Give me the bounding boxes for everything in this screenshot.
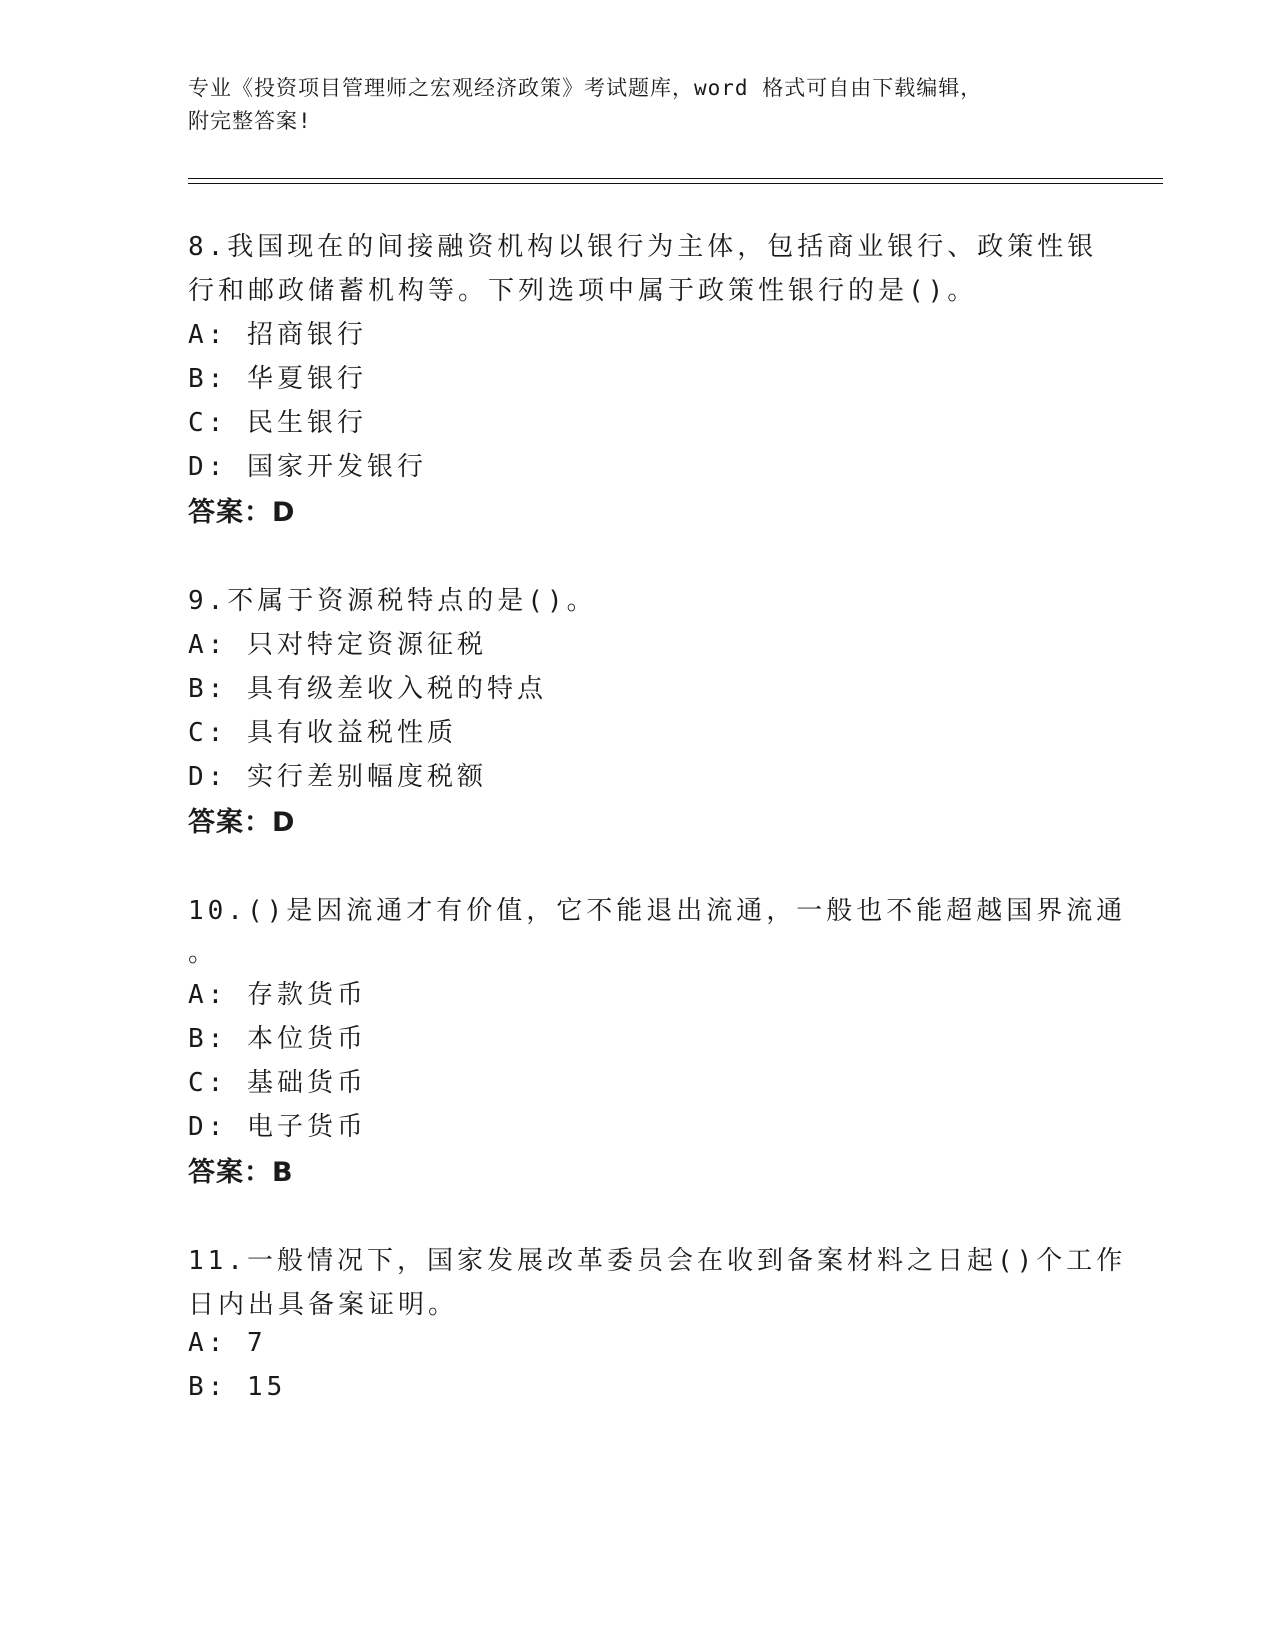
- question-stem: 日内出具备案证明。: [188, 1290, 459, 1320]
- option-c: C: 具有收益税性质: [188, 718, 457, 748]
- option-a: A: 存款货币: [188, 980, 367, 1010]
- option-a: A: 7: [188, 1328, 267, 1358]
- document-header: [188, 72, 1068, 138]
- question-stem: 。: [188, 938, 219, 968]
- header-divider-bottom: [188, 183, 1163, 184]
- option-b: B: 具有级差收入税的特点: [188, 674, 547, 704]
- question-stem: 9.不属于资源税特点的是()。: [188, 586, 597, 616]
- answer-label: 答案：D: [188, 497, 296, 528]
- header-line-1: 专业《投资项目管理师之宏观经济政策》考试题库，word 格式可自由下载编辑，: [188, 76, 983, 100]
- option-b: B: 本位货币: [188, 1024, 367, 1054]
- answer-label: 答案：D: [188, 807, 296, 838]
- option-a: A: 只对特定资源征税: [188, 630, 487, 660]
- option-d: D: 国家开发银行: [188, 452, 427, 482]
- option-c: C: 基础货币: [188, 1068, 367, 1098]
- answer-label: 答案：B: [188, 1157, 294, 1188]
- option-b: B: 15: [188, 1372, 287, 1402]
- question-stem: 行和邮政储蓄机构等。下列选项中属于政策性银行的是()。: [188, 276, 978, 306]
- option-c: C: 民生银行: [188, 408, 367, 438]
- question-stem: 11.一般情况下，国家发展改革委员会在收到备案材料之日起()个工作: [188, 1246, 1127, 1276]
- option-d: D: 实行差别幅度税额: [188, 762, 487, 792]
- option-a: A: 招商银行: [188, 320, 367, 350]
- question-stem: 8.我国现在的间接融资机构以银行为主体，包括商业银行、政策性银: [188, 232, 1098, 262]
- option-d: D: 电子货币: [188, 1112, 367, 1142]
- option-b: B: 华夏银行: [188, 364, 367, 394]
- header-divider-top: [188, 178, 1163, 179]
- question-stem: 10.()是因流通才有价值，它不能退出流通，一般也不能超越国界流通: [188, 896, 1127, 926]
- header-line-2: 附完整答案!: [188, 109, 312, 133]
